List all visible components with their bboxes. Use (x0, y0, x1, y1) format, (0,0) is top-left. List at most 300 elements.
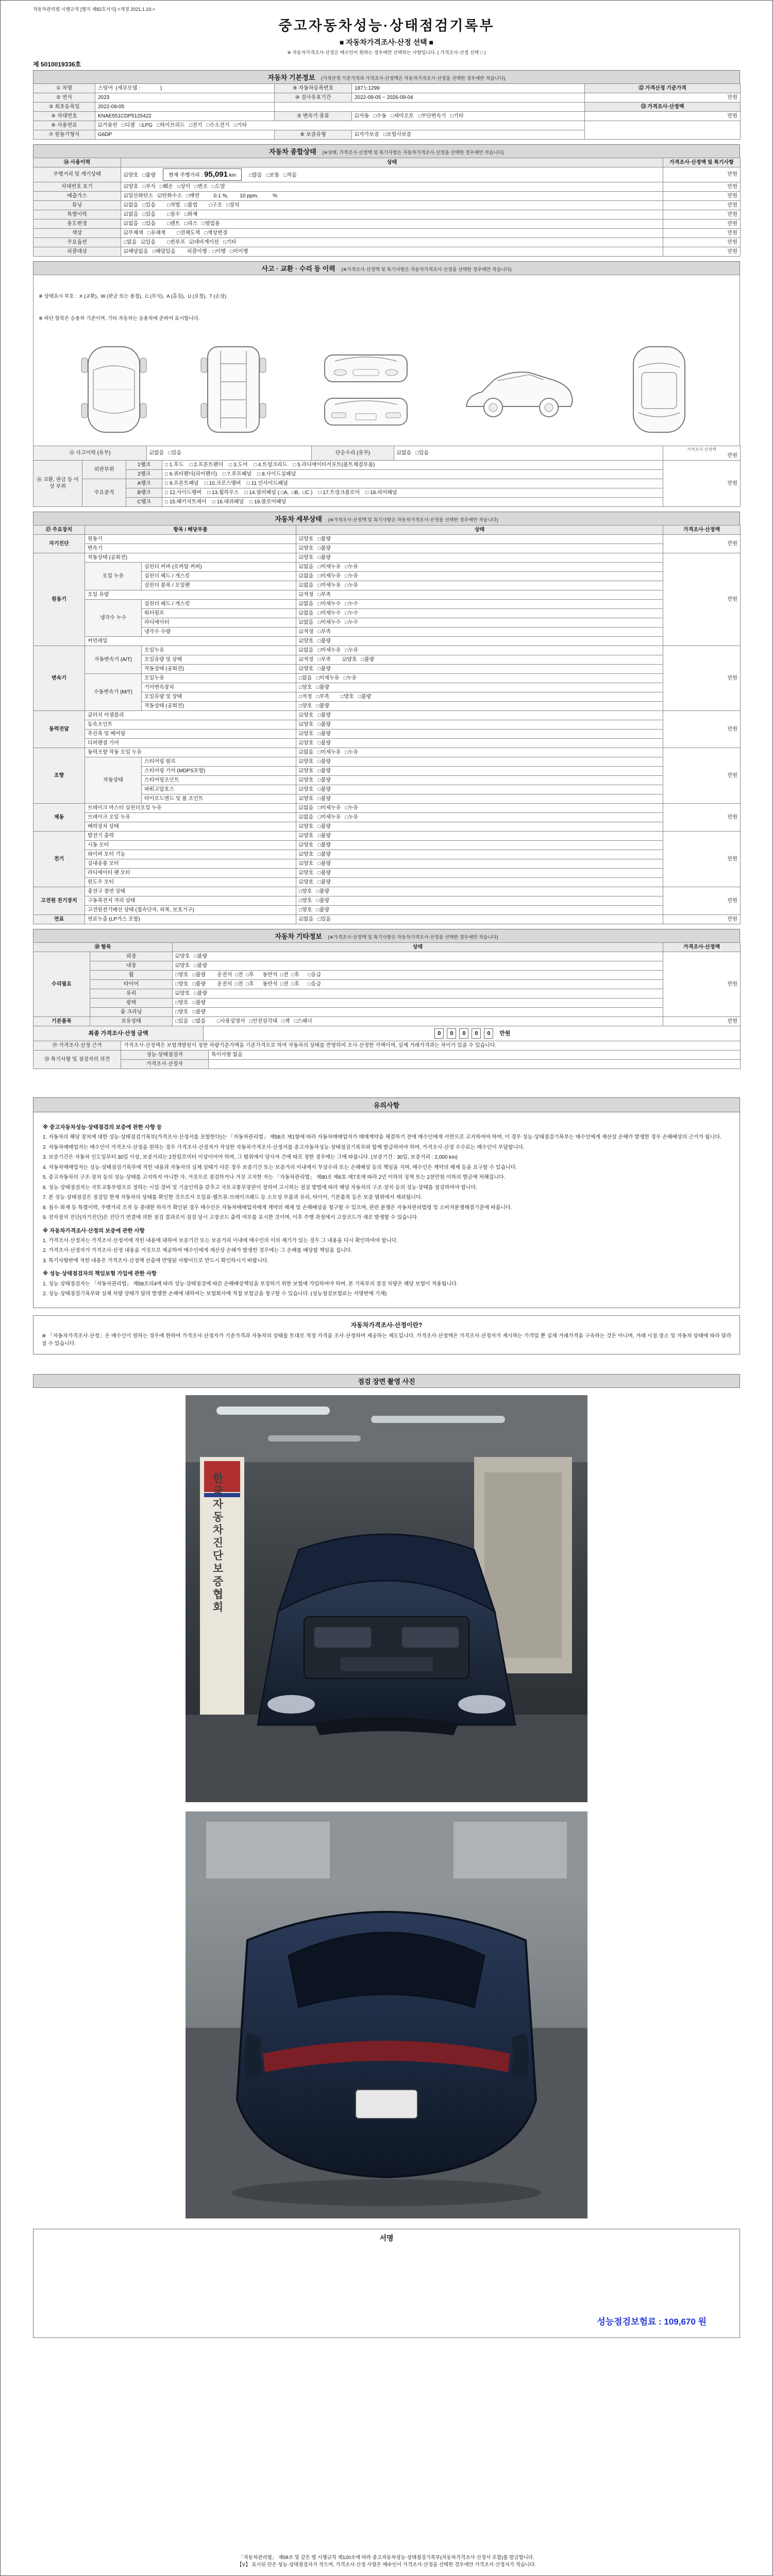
panel-damage-table (33, 460, 741, 507)
device-state: □양호 □불량 (296, 887, 663, 896)
usage-history-row (33, 228, 741, 238)
state-options: □양호 □불량 (175, 1009, 206, 1015)
field-value: 2022-09-05 ~ 2026-09-04 (352, 93, 585, 103)
device-group-label: 변속기 (33, 646, 85, 710)
device-state: □없음 □미세누유 □누유 (296, 673, 663, 683)
rect-element (325, 355, 407, 382)
device-state: ☑양호 □불량 (296, 710, 663, 720)
device-state: ☑없음 □미세누유 □누유 (296, 803, 663, 812)
mileage-opts: □많음 □보통 □적음 (249, 173, 297, 178)
other-item-state (173, 998, 663, 1007)
rect-element (81, 403, 88, 418)
panel-damage-row (33, 469, 741, 479)
amount-box: 0 (459, 1028, 468, 1039)
device-group-label: 제동 (33, 803, 85, 831)
field-value: 187노1299 (352, 84, 585, 93)
accident-history-note: (※가격조사·산정액 및 특기사항은 자동차가격조사·산정을 선택한 경우에만 적습니다) (341, 266, 512, 272)
tbody-element (33, 1050, 741, 1069)
amount-box: 0 (434, 1028, 444, 1039)
device-row (33, 831, 741, 840)
rect-element (216, 1406, 330, 1415)
row-label: 특별이력 (33, 210, 121, 219)
row-state: ☑양호 □부식 □훼손 □상이 □변조 □도말 (121, 182, 663, 191)
other-info-section (33, 929, 740, 1069)
panel-damage-row (33, 497, 741, 506)
device-item: 와이퍼 모터 기능 (85, 850, 296, 859)
tbody-element (33, 952, 741, 1026)
detail-state-header (33, 512, 740, 525)
tbody-element (33, 1041, 741, 1050)
price-basis-table (33, 1041, 741, 1050)
device-row (33, 812, 741, 822)
device-subgroup-label: 작동상태 (85, 757, 142, 803)
device-row (33, 599, 741, 608)
device-state: ☑양호 □불량 (296, 738, 663, 748)
row-label: 주요옵션 (33, 238, 121, 247)
workshop-banner-text: 한국자동차진단보증협회 (211, 1472, 223, 1614)
detail-state-section (33, 512, 740, 924)
column-header: ⑰ 주요장치 (33, 525, 85, 534)
device-state: ☑양호 □불량 (296, 822, 663, 831)
basic-info-table (33, 83, 741, 140)
row-state: ☑없음 □있음 □침수 □화재 (121, 210, 663, 219)
price-cell: 만원 (663, 1016, 741, 1026)
device-item: 충전구 절연 상태 (85, 887, 296, 896)
price-cell: 만원 (663, 534, 741, 553)
usage-history-row (33, 247, 741, 256)
rect-element (340, 1657, 433, 1671)
device-state: ☑양호 □불량 (296, 877, 663, 887)
row-state: □없음 ☑있음 □썬루프 ☑네비게이션 □기타 (121, 238, 663, 247)
panel-items: □ 12.사이드멤버 □ 13.휠하우스 □ 14.필러패널 ( □A, □B, □C ) □ 17.트렁크플로어 □ 18.리어패널 (162, 488, 663, 497)
field-label: ① 차명 (33, 84, 95, 93)
final-amount-boxes (433, 1031, 495, 1037)
device-state: ☑없음 □미세누유 □누유 (296, 581, 663, 590)
pricing-info-text: ※ 「자동차가격조사·산정」은 매수인이 원하는 경우에 한하여 가격조사·산정자가 기준가격과 자동차의 상태를 토대로 적정 가격을 조사·산정하여 제공하는 제도입니다. 가격조사·산정액은 가격조사·산정자가 제시하는 가격일 뿐 실제 거래가격을 구속하는 것은 아니며, 거래 시점·장소 및 자동차 상태에 따라 달라질 수 있습니다. (42, 1333, 731, 1347)
device-item: 윈도우 모터 (85, 877, 296, 887)
accident-diagram-area (33, 275, 740, 446)
device-row (33, 729, 741, 738)
panel-items: □ 15.패키지트레이 □ 16.대쉬패널 □ 19.플로어패널 (162, 497, 663, 506)
panel-damage-row (33, 479, 741, 488)
footer-line: 【Ⅴ】 표시된 란은 성능·상태점검자가 적으며, 가격조사·산정 사항은 매수인이 가격조사·산정을 선택한 경우에만 가격조사·산정자가 적습니다. (237, 2562, 536, 2568)
device-item: 디퍼렌셜 기어 (85, 738, 296, 748)
notice-item: 2. 자동차매매업자는 매수인이 가격조사·산정을 원하는 경우 가격조사·산정자가 작성한 자동차가격조사·산정서를 중고자동차성능·상태점검기록부와 함께 발급하여야 하며, 가격조사·산정 수수료는 매수인이 부담합니다. (43, 1144, 525, 1150)
device-item: 라디에이터 (142, 618, 296, 627)
device-group-label: 동력전달 (33, 710, 85, 748)
device-subgroup-label: 수동변속기 (M/T) (85, 673, 142, 710)
remark-row (33, 1059, 741, 1069)
mileage-box (163, 168, 242, 181)
usage-history-row (33, 219, 741, 228)
notice-item: 1. 가격조사·산정자는 가격조사·산정서에 적힌 내용에 대하여 보증기간 또는 보증거리 이내에 매수인의 이의 제기가 있는 경우 그 내용을 다시 확인하여야 합니다. (43, 1238, 398, 1244)
device-subgroup-label: 자동변속기 (A/T) (85, 646, 142, 673)
footer-legal-lines (1, 2554, 772, 2569)
photo-front-engine-bay (186, 1395, 587, 1802)
device-item: 작동상태 (공회전) (142, 664, 296, 673)
other-item-label: 보유상태 (90, 1016, 173, 1026)
rect-element (268, 1435, 361, 1442)
price-cell: 만원 (663, 646, 741, 710)
device-state: ☑양호 □불량 (296, 729, 663, 738)
device-state: ☑양호 □불량 (296, 775, 663, 785)
price-cell: 만원 (663, 210, 741, 219)
device-state: ☑없음 □미세누유 □누유 (296, 571, 663, 581)
device-state: ☑양호 □불량 (296, 831, 663, 840)
field-label: ③ 최초등록일 (33, 103, 95, 112)
remark-text (209, 1059, 741, 1069)
device-group-label: 조향 (33, 748, 85, 803)
notice-item: 6. 성능·상태점검자는 국토교통부령으로 정하는 시설·장비 및 기술인력을 갖추고 국토교통부장관이 정하여 고시하는 점검 방법에 따라 해당 자동차의 구조·장치 등의 성능·상태를 점검하여야 합니다. (43, 1184, 478, 1191)
rect-element (201, 358, 207, 372)
device-state: ☑양호 □불량 (296, 766, 663, 775)
mileage-value: 95,091 (204, 170, 228, 179)
column-header: 상태 (296, 525, 663, 534)
car-diagrams (39, 337, 734, 444)
panel-damage-row (33, 488, 741, 497)
notice-item: 1. 성능·상태점검자는 「자동차관리법」 제58조의4에 따라 성능·상태점검에 따른 손해배상책임을 보장하기 위한 보험에 가입하여야 하며, 본 기록부의 점검 차량은 해당 보험이 적용됩니다. (43, 1281, 458, 1287)
device-row (33, 590, 741, 599)
panel-rank-label: 1랭크 (126, 460, 162, 469)
price-cell: 만원 (663, 191, 741, 200)
device-group-label: 전기 (33, 831, 85, 887)
other-group-label: 수리필요 (33, 952, 90, 1016)
form-reference: 자동차관리법 시행규칙 [별지 제82호서식] <개정 2021.1.19.> (33, 7, 156, 12)
device-state: ☑없음 □미세누유 □누유 (296, 812, 663, 822)
empty-cell (275, 103, 585, 112)
other-info-header (33, 929, 740, 942)
column-header: 가격조사·산정액 (663, 525, 741, 534)
device-item: 등속조인트 (85, 720, 296, 729)
state-extra-options: □사용설명서 □안전삼각대 □잭 □스패너 (206, 1018, 312, 1024)
usage-history-row (33, 182, 741, 191)
device-state: ☑양호 □불량 (296, 544, 663, 553)
inspection-photos-section (33, 1374, 740, 2218)
device-row (33, 636, 741, 646)
column-header: 가격조사·산정액 및 특기사항 (663, 158, 741, 167)
tbody-element (33, 84, 741, 140)
comprehensive-state-title: 자동차 종합상태 (269, 148, 316, 156)
rect-element (260, 358, 266, 372)
device-state: ☑없음 □미세누수 □누수 (296, 618, 663, 627)
device-state: ☑양호 □불량 (296, 664, 663, 673)
accident-history-header (33, 261, 740, 275)
device-item: 동력조향 작동 오일 누유 (85, 748, 296, 757)
table-header-row (33, 942, 741, 952)
car-diagram-top-view (73, 341, 155, 438)
other-info-row (33, 979, 741, 989)
device-item: 실린더 커버 (로커암 커버) (142, 562, 296, 571)
other-info-title: 자동차 기타정보 (275, 932, 322, 940)
row-label: 튜닝 (33, 200, 121, 210)
other-group-label: 기본품목 (33, 1016, 90, 1026)
device-item: 추진축 및 베어링 (85, 729, 296, 738)
device-item: 작동상태 (공회전) (85, 553, 296, 562)
device-row (33, 553, 741, 562)
row-label: 주행거리 및 계기상태 (33, 167, 121, 182)
rect-element (633, 347, 685, 432)
rect-element (402, 1627, 459, 1648)
field-value: 2022-09-05 (95, 103, 275, 112)
other-item-label: 휠 (90, 970, 173, 979)
device-state: ☑없음 □미세누유 □누유 (296, 562, 663, 571)
panel-rank-label: 2랭크 (126, 469, 162, 479)
field-label: ⑨ 자동차등록번호 (275, 84, 352, 93)
path-element (466, 372, 573, 406)
notice-item: 9. 전자장치 진단(자기진단)은 진단기 연결에 의한 점검 결과로서 점검 당시 고장코드 출력 여부를 표시한 것이며, 이후 주행 과정에서 고장코드가 새로 발생할 수 있습니다. (43, 1215, 418, 1221)
detail-state-note: (※가격조사·산정액 및 특기사항은 자동차가격조사·산정을 선택한 경우에만 적습니다) (328, 517, 498, 522)
device-item: 오일 유량 (85, 590, 296, 599)
device-group-label: 고전원 전기장치 (33, 887, 85, 914)
notice-item: 2. 성능·상태점검기록부와 실제 차량 상태가 달라 발생한 손해에 대하여는 보험회사에 직접 보험금을 청구할 수 있습니다. (성능점검보험료는 서명란에 기재) (43, 1291, 387, 1297)
price-cell (663, 446, 741, 460)
basic-info-title: 자동차 기본정보 (267, 74, 315, 81)
remark-author: 성능·상태점검자 (121, 1050, 209, 1059)
field-label: ⑧ 보증유형 (275, 130, 352, 140)
column-header: ⑭ 사용이력 (33, 158, 121, 167)
price-cell: 만원 (663, 914, 741, 924)
device-state: ☑없음 □미세누수 □누수 (296, 608, 663, 618)
device-item: 실린더 헤드 / 개스킷 (142, 571, 296, 581)
rect-element (386, 413, 400, 418)
accident-history-title: 사고 · 교환 · 수리 등 이력 (261, 264, 335, 273)
thead-element (33, 158, 741, 167)
detail-state-table (33, 525, 741, 924)
tbody-element (33, 167, 741, 257)
device-item: 브레이크 마스터 실린더오일 누유 (85, 803, 296, 812)
notice-item: 4. 자동차매매업자는 성능·상태점검기록부에 적힌 내용과 자동차의 실제 상태가 다른 경우 보증기간 또는 보증거리 이내에서 무상수리 또는 손해배상 등의 책임을 지며, 매수인은 계약의 해제 등을 요구할 수 있습니다. (43, 1164, 517, 1171)
amount-box: 0 (472, 1028, 481, 1039)
survey-price-label: ⑬ 가격조사·산정액 (585, 103, 741, 112)
ellipse-element (458, 1695, 506, 1714)
price-cell: 만원 (663, 238, 741, 247)
price-cell: 만원 (663, 247, 741, 256)
price-cell: 만원 (663, 803, 741, 831)
table-header-row (33, 525, 741, 534)
panel-damage-row (33, 460, 741, 469)
other-info-table (33, 942, 741, 1026)
price-basis-row (33, 1041, 741, 1050)
final-price-row (33, 1026, 741, 1041)
row-state: ☑일산화탄소 ☑탄화수소 □매연 0.1 %, 10 ppm, % (121, 191, 663, 200)
rect-element (81, 358, 88, 372)
device-row (33, 868, 741, 877)
device-row (33, 905, 741, 914)
device-state: ☑양호 □불량 (296, 636, 663, 646)
row-state: ☑없음 □있음 □적법 □불법 □구조 □장치 (121, 200, 663, 210)
field-value: ☑자동 □수동 □세미오토 □무단변속기 □기타 (352, 112, 585, 121)
field-label: ⑤ 변속기 종류 (275, 112, 352, 121)
inspection-photos-header (33, 1374, 740, 1388)
signature-section (33, 2229, 740, 2338)
circle-element (489, 403, 497, 412)
simple-repair-label: 단순수리 (유무) (312, 446, 394, 460)
price-cell: 만원 (663, 887, 741, 914)
other-info-row (33, 970, 741, 979)
device-item: 커먼레일 (85, 636, 296, 646)
device-row (33, 710, 741, 720)
table-header-row (33, 158, 741, 167)
row-state (121, 167, 663, 182)
field-value: ☑자가보증 □보험사보증 (352, 130, 585, 140)
remark-row (33, 1050, 741, 1059)
device-row (33, 803, 741, 812)
field-value: G6DP (95, 130, 275, 140)
state-options: ☑양호 □불량 (175, 962, 207, 969)
device-state: ☑양호 □불량 (296, 868, 663, 877)
premium-label: 성능점검보험료 : (597, 2316, 664, 2327)
row-label: 배출가스 (33, 191, 121, 200)
notice-content (33, 1112, 740, 1308)
price-cell: 만원 (663, 219, 741, 228)
device-row (33, 822, 741, 831)
device-subgroup-label: 냉각수 누수 (85, 599, 142, 636)
price-cell: 만원 (663, 831, 741, 887)
panel-items: □ 6.쿼터펜더(리어펜더) □ 7.루프패널 □ 8.사이드실패널 (162, 469, 663, 479)
device-item: 기어변속장치 (142, 683, 296, 692)
state-options: □양호 □불량 (175, 999, 206, 1006)
other-info-row (33, 998, 741, 1007)
final-price-table (33, 1026, 741, 1041)
row-label: 차대번호 표기 (33, 182, 121, 191)
price-survey-select-note: ※ 자동차가격조사·산정은 매수인이 원하는 경우에만 선택하는 사항입니다. ( 가격조사·산정 선택 □ ) (287, 50, 486, 55)
basic-info-note: (가격산정 기준가격과 가격조사·산정액은 자동차가격조사·산정을 선택한 경우에만 적습니다) (321, 76, 506, 81)
column-header: 상태 (121, 158, 663, 167)
device-item: 냉각수 수량 (142, 627, 296, 636)
device-item: 타이로드엔드 및 볼 조인트 (142, 794, 296, 803)
device-item: 연료누출 (LP가스 포함) (85, 914, 296, 924)
device-row (33, 544, 741, 553)
page-title: 중고자동차성능·상태점검기록부 (278, 18, 495, 33)
field-label: ⑥ 사용연료 (33, 121, 95, 130)
tbody-element (33, 446, 741, 460)
price-cell: 만원 (663, 460, 741, 506)
panel-items: □ 1.후드 □ 2.프론트펜더 □ 3.도어 □ 4.트렁크리드 □ 5.라디에이터서포트(볼트체결부품) (162, 460, 663, 469)
device-row (33, 562, 741, 571)
device-item: 작동상태 (공회전) (142, 701, 296, 710)
notice-subtitle: ※ 자동차가격조사·산정의 보증에 관한 사항 (43, 1227, 145, 1234)
panel-section-label: ⑯ 교환, 판금 등 이상 부위 (33, 460, 82, 506)
base-price-value: 만원 (585, 93, 741, 103)
other-item-label: 외장 (90, 952, 173, 961)
device-state: ☑없음 □미세누수 □누수 (296, 599, 663, 608)
tbody-element (33, 534, 741, 924)
ellipse-element (334, 369, 346, 376)
device-item: 변속기 (85, 544, 296, 553)
notice-item: 3. 보증기간은 자동차 인도일부터 30일 이상, 보증거리는 2천킬로미터 이상이어야 하며, 그 범위에서 당사자 간에 따로 정한 경우에는 그에 따릅니다. (보증기간 : 30일, 보증거리 : 2,000 km) (43, 1155, 458, 1161)
ellipse-element (267, 1695, 315, 1714)
column-header: 가격조사·산정액 (663, 942, 741, 952)
device-state: ☑양호 □불량 (296, 757, 663, 766)
device-item: 스티어링조인트 (142, 775, 296, 785)
rect-element (208, 347, 259, 432)
field-label: ⑦ 원동기형식 (33, 130, 95, 140)
device-row (33, 896, 741, 905)
row-label: 색상 (33, 228, 121, 238)
rect-element (356, 2090, 417, 2119)
device-row (33, 738, 741, 748)
other-item-label: 광택 (90, 998, 173, 1007)
row-state: ☑해당없음 □해당있음 리콜이행 : □이행 □미이행 (121, 247, 663, 256)
basic-row (33, 121, 741, 130)
device-state: ☑적정 □부족 (296, 590, 663, 599)
comprehensive-state-table (33, 158, 741, 257)
inspection-photos-title: 점검 장면 촬영 사진 (358, 1377, 415, 1385)
panel-rank-label: A랭크 (126, 479, 162, 488)
device-state: ☑없음 □미세누유 □누유 (296, 748, 663, 757)
accident-flag-table (33, 446, 741, 461)
premium-value: 109,670 원 (664, 2316, 707, 2327)
column-header: 상태 (173, 942, 663, 952)
usage-history-row (33, 200, 741, 210)
thead-element (33, 942, 741, 952)
device-row (33, 673, 741, 683)
device-row (33, 887, 741, 896)
field-label: ⑩ 검사유효기간 (275, 93, 352, 103)
device-state: ☑양호 □불량 (296, 534, 663, 544)
device-item: 스티어링 기어 (MDPS포함) (142, 766, 296, 775)
state-options: □양호 □불량 (175, 972, 206, 978)
device-item: 스티어링 펌프 (142, 757, 296, 766)
car-diagram-underbody-view (192, 341, 275, 438)
rect-element (186, 1395, 587, 1462)
device-subgroup-label: 오일 누유 (85, 562, 142, 590)
other-item-label: 내장 (90, 961, 173, 970)
final-price-value (204, 1026, 741, 1041)
device-item: 오일유량 및 상태 (142, 655, 296, 664)
price-cell: 만원 (663, 553, 741, 646)
basic-info-header (33, 70, 740, 83)
remarks-label: ⑳ 특기사항 및 점검자의 의견 (33, 1050, 121, 1069)
price-basis-text: 가격조사·산정액은 보험개발원이 정한 차량기준가액을 기준가격으로 하여 자동차의 상태를 반영하여 조사·산정한 가액이며, 실제 거래가격과는 차이가 있을 수 있습니다. (121, 1041, 741, 1050)
device-item: 실린더 헤드 / 개스킷 (142, 599, 296, 608)
comprehensive-state-header (33, 144, 740, 158)
usage-history-row (33, 210, 741, 219)
field-value: ☑가솔린 □디젤 □LPG □하이브리드 □전기 □수소전기 □기타 (95, 121, 585, 130)
device-item: 라디에이터 팬 모터 (85, 868, 296, 877)
notice-title: 유의사항 (33, 1098, 740, 1112)
other-item-label: 유리 (90, 989, 173, 998)
car-diagram-front-rear-view (312, 341, 420, 438)
device-row (33, 877, 741, 887)
row-label: 용도변경 (33, 219, 121, 228)
price-cell: 만원 (663, 952, 741, 1016)
notice-section (33, 1097, 740, 1308)
price-col-head: 가격조사·산정액 (687, 447, 716, 452)
mileage-unit: km (227, 173, 237, 178)
basic-row (33, 84, 741, 93)
device-state: ☑양호 □불량 (296, 859, 663, 868)
final-price-label: 최종 가격조사·산정 금액 (33, 1026, 204, 1041)
car-diagram-side-view (457, 341, 581, 438)
usage-history-row (33, 167, 741, 182)
device-state: □적정 □부족 □양호 □불량 (296, 692, 663, 701)
rect-element (206, 1822, 330, 1878)
notice-subtitle: ※ 성능·상태점검자의 책임보험 가입에 관한 사항 (43, 1270, 157, 1277)
state-code-legend (39, 279, 734, 337)
device-row (33, 850, 741, 859)
device-state: ☑양호 □불량 (296, 840, 663, 850)
field-value: 스팅어 (세부모델 : ) (95, 84, 275, 93)
device-state: ☑적정 □부족 (296, 627, 663, 636)
field-value: 2023 (95, 93, 275, 103)
notice-item: 8. 침수·화재 등 특별이력, 주행거리 조작 등 중대한 하자가 확인된 경우 매수인은 자동차매매업자에게 계약의 해제 및 손해배상을 청구할 수 있으며, 관련 분쟁은 자동차관리법령 및 소비자분쟁해결기준에 따릅니다. (43, 1205, 512, 1211)
other-item-label: 타이어 (90, 979, 173, 989)
device-row (33, 720, 741, 729)
other-info-row (33, 952, 741, 961)
device-group-label: 원동기 (33, 553, 85, 646)
footer-line: 「자동차관리법」 제58조 및 같은 법 시행규칙 제120조에 따라 중고자동차성능·상태점검기록부(자동차가격조사·산정서 포함)를 발급합니다. (239, 2554, 534, 2561)
